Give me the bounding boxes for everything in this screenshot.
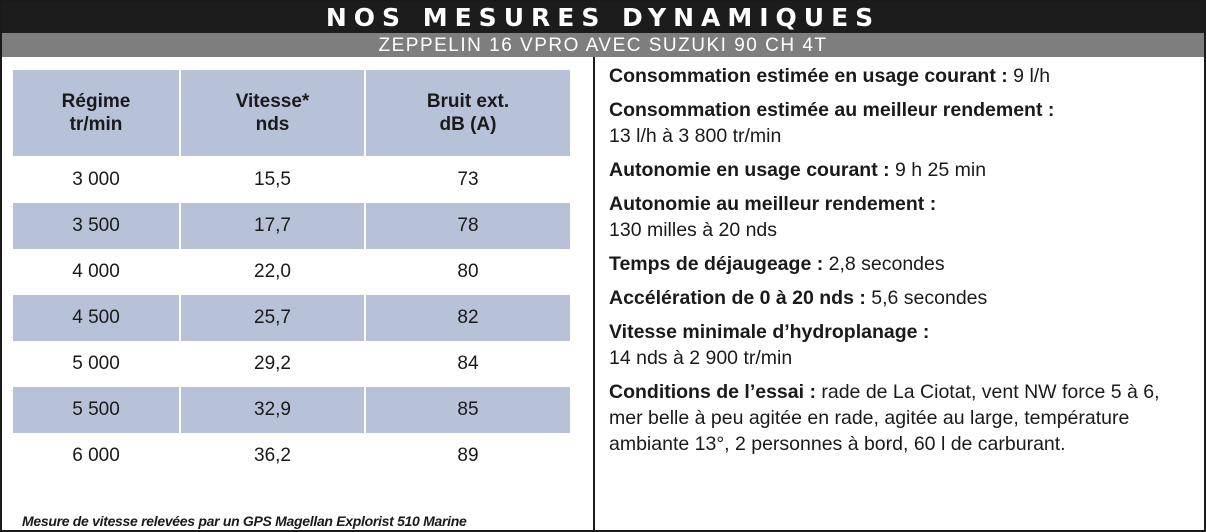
spec-label: Temps de déjaugeage : — [609, 253, 824, 275]
table-row — [13, 249, 570, 295]
cell-speed: 17,7 — [181, 203, 366, 249]
spec-label: Vitesse minimale d’hydroplanage : — [609, 321, 930, 343]
cell-speed: 22,0 — [181, 249, 366, 295]
column-header-rpm — [13, 70, 181, 156]
spec-value: 13 l/h à 3 800 tr/min — [609, 125, 782, 147]
spec-label: Consommation estimée en usage courant : — [609, 65, 1008, 87]
cell-speed: 32,9 — [181, 387, 366, 433]
spec-label: Consommation estimée au meilleur rendement : — [609, 99, 1055, 121]
spec-test-conditions — [609, 379, 1194, 457]
cell-rpm: 4 000 — [13, 249, 181, 295]
column-header-unit: nds — [255, 114, 290, 135]
cell-speed: 29,2 — [181, 341, 366, 387]
cell-rpm: 3 500 — [13, 203, 181, 249]
spec-label: Accélération de 0 à 20 nds : — [609, 287, 866, 309]
spec-acceleration — [609, 285, 1194, 311]
table-row — [13, 341, 570, 387]
table-header-row — [13, 70, 570, 156]
column-header-line: Bruit ext. — [426, 91, 510, 112]
table-row — [13, 295, 570, 341]
column-header-line: Régime — [61, 91, 131, 112]
column-divider — [593, 57, 595, 530]
spec-value: 14 nds à 2 900 tr/min — [609, 347, 793, 369]
cell-speed: 15,5 — [181, 157, 366, 203]
cell-rpm: 4 500 — [13, 295, 181, 341]
table-row — [13, 433, 570, 479]
cell-noise: 82 — [366, 295, 570, 341]
cell-noise: 80 — [457, 261, 479, 282]
spec-label: Conditions de l’essai : — [609, 381, 816, 403]
cell-noise: 73 — [457, 169, 479, 190]
spec-label: Autonomie au meilleur rendement : — [609, 193, 937, 215]
measurements-table-panel — [2, 57, 593, 530]
spec-range-usual — [609, 157, 1194, 183]
spec-range-best — [609, 191, 1194, 243]
spec-value: 5,6 secondes — [865, 287, 988, 309]
column-header-line: Vitesse* — [235, 91, 310, 112]
spec-value: 130 milles à 20 nds — [609, 219, 778, 241]
cell-noise: 89 — [457, 445, 479, 466]
cell-noise: 78 — [366, 203, 570, 249]
cell-rpm: 5 000 — [13, 341, 181, 387]
spec-value: 9 l/h — [1007, 65, 1051, 87]
spec-min-planing-speed — [609, 319, 1194, 371]
panel-title: NOS MESURES DYNAMIQUES — [2, 2, 1204, 33]
column-header-noise — [366, 70, 570, 156]
cell-rpm: 6 000 — [13, 433, 181, 479]
column-header-unit: tr/min — [69, 114, 123, 135]
cell-noise: 84 — [457, 353, 479, 374]
cell-rpm: 5 500 — [13, 387, 181, 433]
cell-rpm: 3 000 — [13, 157, 181, 203]
column-header-speed — [181, 70, 366, 156]
spec-consumption-best — [609, 97, 1194, 149]
measurements-table — [13, 70, 570, 479]
spec-value: rade de La Ciotat, vent NW force 5 à 6, mer belle à peu agitée en rade, agitée au large, température ambiante 13°, 2 personnes à bord, 60 l de carburant. — [609, 381, 1160, 455]
column-header-unit: dB (A) — [439, 114, 497, 135]
panel-subtitle: ZEPPELIN 16 VPRO AVEC SUZUKI 90 CH 4T — [2, 33, 1204, 57]
spec-consumption-usual — [609, 63, 1194, 89]
spec-value: 2,8 secondes — [823, 253, 945, 275]
specs-list — [609, 63, 1194, 465]
spec-planing-time — [609, 251, 1194, 277]
spec-value: 9 h 25 min — [889, 159, 987, 181]
table-row — [13, 157, 570, 203]
table-row — [13, 387, 570, 433]
cell-speed: 36,2 — [181, 433, 366, 479]
table-row — [13, 203, 570, 249]
cell-speed: 25,7 — [181, 295, 366, 341]
spec-label: Autonomie en usage courant : — [609, 159, 890, 181]
cell-noise: 85 — [366, 387, 570, 433]
table-footnote: Mesure de vitesse relevées par un GPS Magellan Explorist 510 Marine — [22, 513, 467, 529]
